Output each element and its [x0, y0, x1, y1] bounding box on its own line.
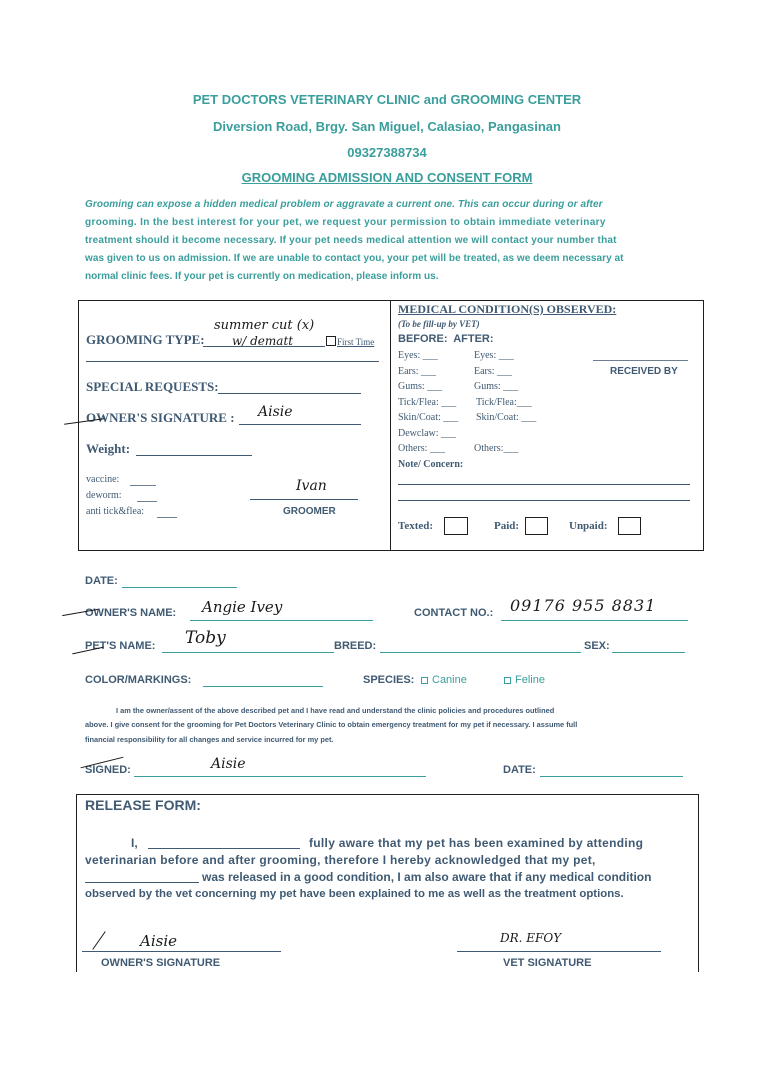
sex-line[interactable] — [612, 652, 685, 653]
before-eyes: Eyes: ___ — [398, 350, 438, 361]
before-others: Others: ___ — [398, 443, 445, 454]
special-requests-label: SPECIAL REQUESTS: — [86, 379, 219, 394]
before-dewclaw: Dewclaw: ___ — [398, 428, 457, 439]
owner-name-value: Angie Ivey — [202, 598, 283, 616]
contact-line[interactable] — [501, 620, 688, 621]
signed-value: Aisie — [211, 756, 246, 772]
texted-label: Texted: — [398, 520, 434, 532]
owner-signature-label: OWNER'S SIGNATURE : — [86, 410, 235, 425]
release-line-2: veterinarian before and after grooming, therefore I hereby acknowledged that my pet, — [85, 853, 596, 867]
paid-label: Paid: — [494, 520, 520, 532]
received-by-line[interactable] — [593, 360, 688, 361]
owner-signature-value: Aisie — [258, 404, 293, 420]
breed-label: BREED: — [334, 640, 377, 652]
contact-label: CONTACT NO.: — [414, 607, 494, 619]
release-vet-sig-value: DR. EFOY — [500, 931, 562, 945]
release-vet-sig-line[interactable] — [457, 951, 661, 952]
weight-line[interactable] — [136, 455, 252, 456]
after-tick-flea: Tick/Flea:___ — [476, 397, 532, 408]
release-line-1a: I, — [131, 836, 138, 850]
clinic-name: PET DOCTORS VETERINARY CLINIC and GROOMING CENTER — [192, 92, 582, 107]
received-by-label: RECEIVED BY — [610, 366, 678, 377]
medical-condition-title: MEDICAL CONDITION(S) OBSERVED: — [398, 302, 617, 316]
unpaid-checkbox[interactable] — [618, 517, 641, 535]
after-gums: Gums: ___ — [474, 381, 519, 392]
release-title: RELEASE FORM: — [85, 797, 201, 813]
paid-checkbox[interactable] — [525, 517, 548, 535]
canine-option[interactable] — [421, 674, 467, 686]
after-ears: Ears: ___ — [474, 366, 513, 377]
clinic-address: Diversion Road, Brgy. San Miguel, Calasiao, Pangasinan — [213, 119, 561, 134]
date-line[interactable] — [122, 587, 237, 588]
feline-option[interactable] — [504, 674, 545, 686]
vaccine-label: vaccine: — [86, 474, 120, 485]
groomer-label: GROOMER — [283, 506, 336, 517]
before-after-header: BEFORE: AFTER: — [398, 333, 494, 345]
deworm-line[interactable] — [137, 501, 157, 502]
signed-label: SIGNED: — [85, 764, 131, 776]
species-label: SPECIES: — [363, 674, 415, 686]
grooming-type-value-1: summer cut (x) — [214, 318, 315, 333]
feline-checkbox[interactable] — [504, 677, 511, 684]
intro-line-3: treatment should it become necessary. If your pet needs medical attention we will contact your number that — [85, 235, 617, 246]
texted-checkbox[interactable] — [444, 517, 468, 535]
release-line-1b: fully aware that my pet has been examined by attending — [309, 836, 644, 850]
signed-line[interactable] — [134, 776, 426, 777]
color-markings-line[interactable] — [203, 686, 323, 687]
anti-tick-line[interactable] — [157, 517, 177, 518]
after-skin-coat: Skin/Coat: ___ — [476, 412, 537, 423]
breed-line[interactable] — [380, 652, 581, 653]
form-title: GROOMING ADMISSION AND CONSENT FORM — [241, 170, 533, 185]
owner-name-label: OWNER'S NAME: — [85, 607, 177, 619]
contact-value: 09176 955 8831 — [510, 596, 657, 615]
vet-fill-subtitle: (To be fill-up by VET) — [398, 319, 480, 329]
consent-line-3: financial responsibility for all changes and service incurred for my pet. — [85, 735, 334, 744]
before-ears: Ears: ___ — [398, 366, 437, 377]
first-time-label: First Time — [337, 337, 375, 347]
signed-date-line[interactable] — [540, 776, 683, 777]
release-owner-sig-value: Aisie — [140, 932, 178, 950]
grooming-type-line-2[interactable] — [86, 361, 379, 362]
release-name-line[interactable] — [148, 848, 300, 849]
release-line-3: was released in a good condition, I am also aware that if any medical condition — [202, 870, 652, 884]
first-time-checkbox[interactable] — [326, 336, 336, 346]
pet-name-value: Toby — [185, 628, 226, 648]
feline-label: Feline — [515, 674, 545, 686]
after-eyes: Eyes: ___ — [474, 350, 514, 361]
sex-label: SEX: — [584, 640, 610, 652]
owner-name-line[interactable] — [190, 620, 373, 621]
box-divider — [390, 300, 391, 551]
deworm-label: deworm: — [86, 490, 122, 501]
intro-line-1: Grooming can expose a hidden medical problem or aggravate a current one. This can occur during or after — [85, 199, 603, 210]
intro-line-5: normal clinic fees. If your pet is currently on medication, please inform us. — [85, 271, 439, 282]
consent-line-2: above. I give consent for the grooming for Pet Doctors Veterinary Clinic to obtain emergency treatment for my pet if necessary. I assume full — [85, 720, 578, 729]
groomer-value: Ivan — [296, 478, 327, 494]
color-markings-label: COLOR/MARKINGS: — [85, 674, 192, 686]
note-concern-label: Note/ Concern: — [398, 459, 464, 470]
grooming-type-value-2: w/ dematt — [232, 334, 294, 348]
owner-signature-line[interactable] — [239, 424, 361, 425]
release-line-4: observed by the vet concerning my pet have been explained to me as well as the treatment options. — [85, 888, 624, 900]
canine-checkbox[interactable] — [421, 677, 428, 684]
note-line-2[interactable] — [398, 500, 690, 501]
clinic-phone: 09327388734 — [347, 145, 427, 160]
signed-date-label: DATE: — [503, 764, 536, 776]
pet-name-line[interactable] — [162, 652, 334, 653]
note-line-1[interactable] — [398, 484, 690, 485]
release-owner-sig-line[interactable] — [82, 951, 281, 952]
weight-label: Weight: — [86, 441, 131, 456]
vaccine-line[interactable] — [130, 485, 156, 486]
intro-line-4: was given to us on admission. If we are unable to contact you, your pet will be treated, as we deem necessary at — [85, 253, 624, 264]
special-requests-line[interactable] — [218, 393, 361, 394]
consent-line-1: I am the owner/assent of the above described pet and I have read and understand the clinic policies and procedures outlined — [116, 706, 555, 715]
after-others: Others:___ — [474, 443, 519, 454]
grooming-type-label: GROOMING TYPE: — [86, 332, 205, 347]
date-label: DATE: — [85, 575, 118, 587]
canine-label: Canine — [432, 674, 467, 686]
intro-line-2: grooming. In the best interest for your pet, we request your permission to obtain immediate veterinary — [85, 217, 606, 228]
anti-tick-label: anti tick&flea: — [86, 506, 145, 517]
release-pet-line[interactable] — [85, 882, 199, 883]
before-tick-flea: Tick/Flea: ___ — [398, 397, 457, 408]
unpaid-label: Unpaid: — [569, 520, 608, 532]
pet-name-label: PET'S NAME: — [85, 640, 156, 652]
before-skin-coat: Skin/Coat: ___ — [398, 412, 459, 423]
release-owner-sig-label: OWNER'S SIGNATURE — [101, 957, 221, 969]
groomer-line[interactable] — [250, 499, 358, 500]
release-vet-sig-label: VET SIGNATURE — [503, 957, 592, 969]
before-gums: Gums: ___ — [398, 381, 443, 392]
